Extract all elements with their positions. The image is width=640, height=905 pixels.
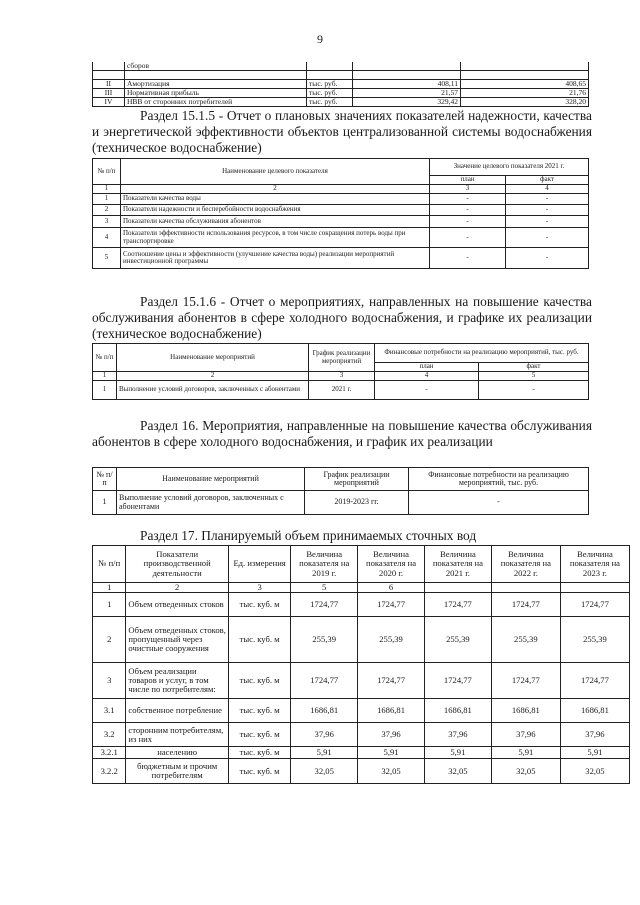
row-value: 408,65 — [461, 80, 589, 89]
table-row: 1 Показатели качества воды - - — [93, 194, 589, 205]
table-header-row: № п/п Наименование мероприятий График реализации мероприятий Финансовые потребности на реализацию мероприятий, тыс. руб. — [93, 468, 589, 491]
table-row: 1 Выполнение условий договоров, заключенных с абонентами 2019-2023 гг. - — [93, 491, 589, 515]
table-row: 4 Показатели эффективности использования ресурсов, в том числе сокращения потерь воды при транспортировке - - — [93, 228, 589, 248]
table-row: 1 Объем отведенных стоков тыс. куб. м 1724,77 1724,77 1724,77 1724,77 1724,77 — [93, 593, 630, 617]
table-top-fragment — [92, 62, 589, 107]
row-name: Амортизация — [125, 80, 307, 89]
table-1515 — [92, 158, 589, 269]
section-16-heading: Раздел 16. Мероприятия, направленные на повышение качества обслуживания абонентов в сфере холодного водоснабжения, и график их реализации — [92, 418, 592, 449]
row-unit: тыс. руб. — [307, 80, 353, 89]
table-row — [93, 98, 589, 107]
row-num: IV — [93, 98, 125, 107]
section-1516-heading: Раздел 15.1.6 - Отчет о мероприятиях, направленных на повышение качества обслуживания абонентов в сфере холодного водоснабжения, и графике их реализации (техническое водоснабжение) — [92, 294, 592, 341]
section-17-heading: Раздел 17. Планируемый объем принимаемых сточных вод — [140, 528, 477, 543]
table-row: 3.2.2 бюджетным и прочим потребителям тыс. куб. м 32,05 32,05 32,05 32,05 32,05 — [93, 759, 630, 784]
table-row — [93, 89, 589, 98]
table-row: 5 Соотношение цены и эффективности (улучшение качества воды) реализации мероприятий инвестиционной программы - - — [93, 248, 589, 269]
table-row: 2 Показатели надежности и бесперебойности водоснабжения - - — [93, 205, 589, 216]
table-header-row: № п/п Наименование мероприятий График реализации мероприятий Финансовые потребности на реализацию мероприятий, тыс. руб. — [93, 344, 589, 363]
row-unit: тыс. руб. — [307, 98, 353, 107]
header-name: Наименование целевого показателя — [121, 159, 430, 185]
row-value: 408,11 — [353, 80, 461, 89]
table-1516 — [92, 343, 589, 400]
table-17 — [92, 545, 630, 784]
table-row: 3.1 собственное потребление тыс. куб. м 1686,81 1686,81 1686,81 1686,81 1686,81 — [93, 699, 630, 723]
header-value: Значение целевого показателя 2021 г. — [430, 159, 589, 176]
section-1515-heading: Раздел 15.1.5 - Отчет о плановых значениях показателей надежности, качества и энергетической эффективности объектов централизованной системы водоснабжения (техническое водоснабжение) — [92, 108, 592, 155]
table-index-row: 1 2 3 4 5 — [93, 372, 589, 381]
table-row — [93, 80, 589, 89]
page-number: 9 — [317, 32, 323, 46]
table-row: 3.2.1 населению тыс. куб. м 5,91 5,91 5,91 5,91 5,91 — [93, 747, 630, 759]
table-header-row: № п/п Показатели производственной деятельности Ед. измерения Величина показателя на 2019 г. Величина показателя на 2020 г. Величина показателя на 2021 г. Величина показателя на 2022 г. Величина показателя на 2023 г. — [93, 546, 630, 583]
header-plan: план — [430, 176, 506, 185]
table-row: 1 Выполнение условий договоров, заключенных с абонентами 2021 г. - - — [93, 381, 589, 400]
row-unit: тыс. руб. — [307, 89, 353, 98]
table-row: 3 Показатели качества обслуживания абонентов - - — [93, 216, 589, 228]
header-fact: факт — [506, 176, 589, 185]
table-row: 2 Объем отведенных стоков, пропущенный через очистные сооружения тыс. куб. м 255,39 255,39 255,39 255,39 255,39 — [93, 617, 630, 663]
table-index-row: 1 2 3 4 — [93, 185, 589, 194]
row-name: НВВ от сторонних потребителей — [125, 98, 307, 107]
table-row: 3.2 сторонним потребителям, из них тыс. куб. м 37,96 37,96 37,96 37,96 37,96 — [93, 723, 630, 747]
row-num: II — [93, 80, 125, 89]
row-value: 21,76 — [461, 89, 589, 98]
table-header-row — [93, 159, 589, 176]
row-value: 21,57 — [353, 89, 461, 98]
row-num: III — [93, 89, 125, 98]
row-name: Нормативная прибыль — [125, 89, 307, 98]
table-row — [93, 71, 589, 80]
table-index-row: 1 2 3 5 6 — [93, 583, 630, 593]
row-value: 328,20 — [461, 98, 589, 107]
table-row: 3 Объем реализации товаров и услуг, в том числе по потребителям: тыс. куб. м 1724,77 1724,77 1724,77 1724,77 1724,77 — [93, 663, 630, 699]
table-16 — [92, 467, 589, 515]
header-num: № п/п — [93, 159, 121, 185]
table-row — [93, 62, 589, 71]
fragment-text: сборов — [125, 62, 307, 71]
row-value: 329,42 — [353, 98, 461, 107]
table-header-row: план факт — [93, 363, 589, 372]
